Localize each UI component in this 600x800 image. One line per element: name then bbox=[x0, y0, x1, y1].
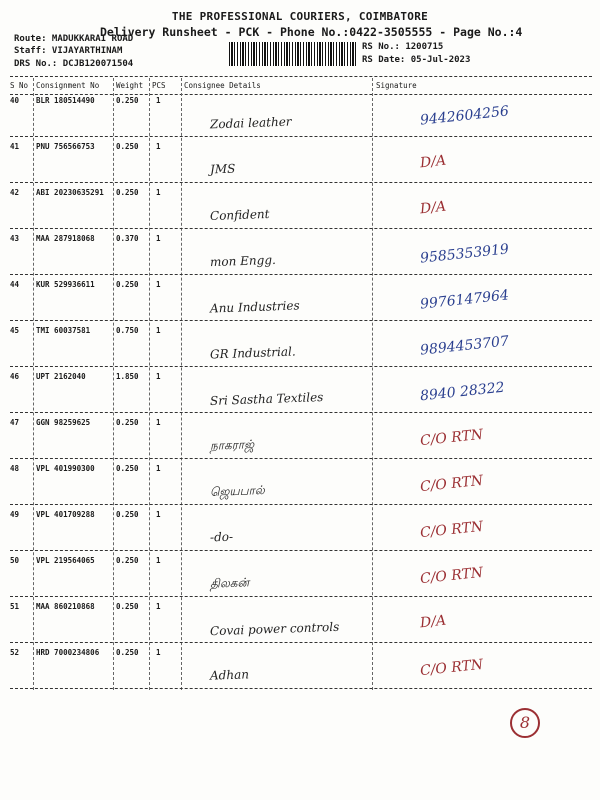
row-signature: 8940 28322 bbox=[419, 379, 506, 405]
row-consignment-no: HRD 7000234806 bbox=[36, 648, 100, 657]
row-signature: C/O RTN bbox=[419, 518, 484, 542]
row-separator bbox=[10, 228, 592, 229]
row-consignee-handwritten: mon Engg. bbox=[209, 252, 277, 270]
row-sno: 45 bbox=[10, 326, 20, 335]
col-header-sno: S No bbox=[10, 81, 29, 90]
row-separator bbox=[10, 458, 592, 459]
row-weight: 0.370 bbox=[116, 234, 139, 243]
route-label: Route: MADUKKARAI ROAD bbox=[14, 34, 134, 44]
row-sno: 52 bbox=[10, 648, 20, 657]
row-separator bbox=[10, 366, 592, 367]
row-consignee-handwritten: திலகன் bbox=[209, 575, 250, 591]
row-consignment-no: MAA 860210868 bbox=[36, 602, 95, 611]
row-consignee-handwritten: Sri Sastha Textiles bbox=[209, 390, 324, 408]
row-pcs: 1 bbox=[156, 96, 161, 105]
row-pcs: 1 bbox=[156, 510, 161, 519]
row-weight: 0.250 bbox=[116, 602, 139, 611]
row-weight: 0.250 bbox=[116, 96, 139, 105]
col-divider bbox=[181, 78, 182, 690]
row-weight: 0.750 bbox=[116, 326, 139, 335]
row-consignment-no: MAA 287918068 bbox=[36, 234, 95, 243]
row-weight: 0.250 bbox=[116, 142, 139, 151]
row-consignment-no: KUR 529936611 bbox=[36, 280, 95, 289]
row-consignee-handwritten: -do- bbox=[209, 529, 234, 545]
row-separator bbox=[10, 642, 592, 643]
row-separator bbox=[10, 274, 592, 275]
row-signature: 9585353919 bbox=[419, 241, 510, 267]
col-divider bbox=[113, 78, 114, 690]
row-pcs: 1 bbox=[156, 188, 161, 197]
col-header-consignee: Consignee Details bbox=[184, 81, 261, 90]
row-weight: 1.850 bbox=[116, 372, 139, 381]
row-sno: 51 bbox=[10, 602, 20, 611]
row-sno: 49 bbox=[10, 510, 20, 519]
row-weight: 0.250 bbox=[116, 648, 139, 657]
row-separator bbox=[10, 596, 592, 597]
row-weight: 0.250 bbox=[116, 510, 139, 519]
row-signature: C/O RTN bbox=[419, 564, 484, 588]
row-signature: 9976147964 bbox=[419, 287, 510, 313]
row-signature: D/A bbox=[419, 198, 447, 218]
header-bottom-rule bbox=[10, 94, 592, 95]
table-top-rule bbox=[10, 76, 592, 77]
col-header-weight: Weight bbox=[116, 81, 144, 90]
row-pcs: 1 bbox=[156, 142, 161, 151]
row-consignment-no: ABI 20230635291 bbox=[36, 188, 104, 197]
row-consignment-no: BLR 180514490 bbox=[36, 96, 95, 105]
col-header-signature: Signature bbox=[376, 81, 417, 90]
row-separator bbox=[10, 136, 592, 137]
row-weight: 0.250 bbox=[116, 188, 139, 197]
row-consignee-handwritten: Confident bbox=[209, 206, 270, 224]
row-consignee-handwritten: GR Industrial. bbox=[209, 344, 296, 362]
col-divider bbox=[33, 78, 34, 690]
row-sno: 50 bbox=[10, 556, 20, 565]
row-consignment-no: VPL 401709288 bbox=[36, 510, 95, 519]
row-pcs: 1 bbox=[156, 418, 161, 427]
staff-label: Staff: VIJAYARTHINAM bbox=[14, 46, 123, 56]
row-separator bbox=[10, 550, 592, 551]
rs-number: RS No.: 1200715 bbox=[362, 42, 444, 52]
col-divider bbox=[149, 78, 150, 690]
row-sno: 42 bbox=[10, 188, 20, 197]
row-consignment-no: TMI 60037581 bbox=[36, 326, 91, 335]
row-pcs: 1 bbox=[156, 556, 161, 565]
row-consignment-no: VPL 401990300 bbox=[36, 464, 95, 473]
row-sno: 46 bbox=[10, 372, 20, 381]
row-consignee-handwritten: Adhan bbox=[209, 667, 250, 683]
row-pcs: 1 bbox=[156, 280, 161, 289]
row-consignment-no: GGN 98259625 bbox=[36, 418, 91, 427]
row-sno: 48 bbox=[10, 464, 20, 473]
row-separator bbox=[10, 320, 592, 321]
col-header-pcs: PCS bbox=[152, 81, 166, 90]
row-signature: C/O RTN bbox=[419, 472, 484, 496]
col-divider bbox=[372, 78, 373, 690]
row-signature: 9894453707 bbox=[419, 333, 510, 359]
drs-number: DRS No.: DCJB120071504 bbox=[14, 59, 134, 69]
row-signature: D/A bbox=[419, 612, 447, 632]
row-weight: 0.250 bbox=[116, 556, 139, 565]
rs-date: RS Date: 05-Jul-2023 bbox=[362, 55, 471, 65]
row-consignee-handwritten: Covai power controls bbox=[209, 619, 340, 639]
row-sno: 41 bbox=[10, 142, 20, 151]
row-signature: C/O RTN bbox=[419, 426, 484, 450]
row-separator bbox=[10, 504, 592, 505]
row-consignee-handwritten: நாகராஜ் bbox=[209, 437, 255, 453]
row-weight: 0.250 bbox=[116, 280, 139, 289]
row-pcs: 1 bbox=[156, 602, 161, 611]
row-sno: 47 bbox=[10, 418, 20, 427]
company-title: THE PROFESSIONAL COURIERS, COIMBATORE bbox=[171, 10, 429, 23]
row-separator bbox=[10, 182, 592, 183]
row-consignee-handwritten: ஜெயபால் bbox=[209, 483, 265, 499]
row-pcs: 1 bbox=[156, 372, 161, 381]
row-consignee-handwritten: Anu Industries bbox=[209, 298, 300, 316]
row-separator bbox=[10, 688, 592, 689]
row-consignee-handwritten: JMS bbox=[209, 161, 236, 177]
row-consignment-no: UPT 2162040 bbox=[36, 372, 86, 381]
row-separator bbox=[10, 412, 592, 413]
row-pcs: 1 bbox=[156, 648, 161, 657]
row-pcs: 1 bbox=[156, 326, 161, 335]
row-signature: D/A bbox=[419, 152, 447, 172]
row-consignment-no: VPL 219564065 bbox=[36, 556, 95, 565]
row-sno: 44 bbox=[10, 280, 20, 289]
row-consignment-no: PNU 756566753 bbox=[36, 142, 95, 151]
row-consignee-handwritten: Zodai leather bbox=[209, 114, 292, 132]
barcode-image bbox=[229, 42, 357, 66]
runsheet-subtitle: Delivery Runsheet - PCK - Phone No.:0422-3505555 - Page No.:4 bbox=[100, 25, 523, 39]
row-pcs: 1 bbox=[156, 464, 161, 473]
row-signature: 9442604256 bbox=[419, 103, 510, 129]
col-header-consignment: Consignment No bbox=[36, 81, 100, 90]
row-pcs: 1 bbox=[156, 234, 161, 243]
row-sno: 40 bbox=[10, 96, 20, 105]
row-weight: 0.250 bbox=[116, 464, 139, 473]
row-signature: C/O RTN bbox=[419, 656, 484, 680]
page-number-mark: 8 bbox=[510, 708, 540, 738]
row-weight: 0.250 bbox=[116, 418, 139, 427]
row-sno: 43 bbox=[10, 234, 20, 243]
